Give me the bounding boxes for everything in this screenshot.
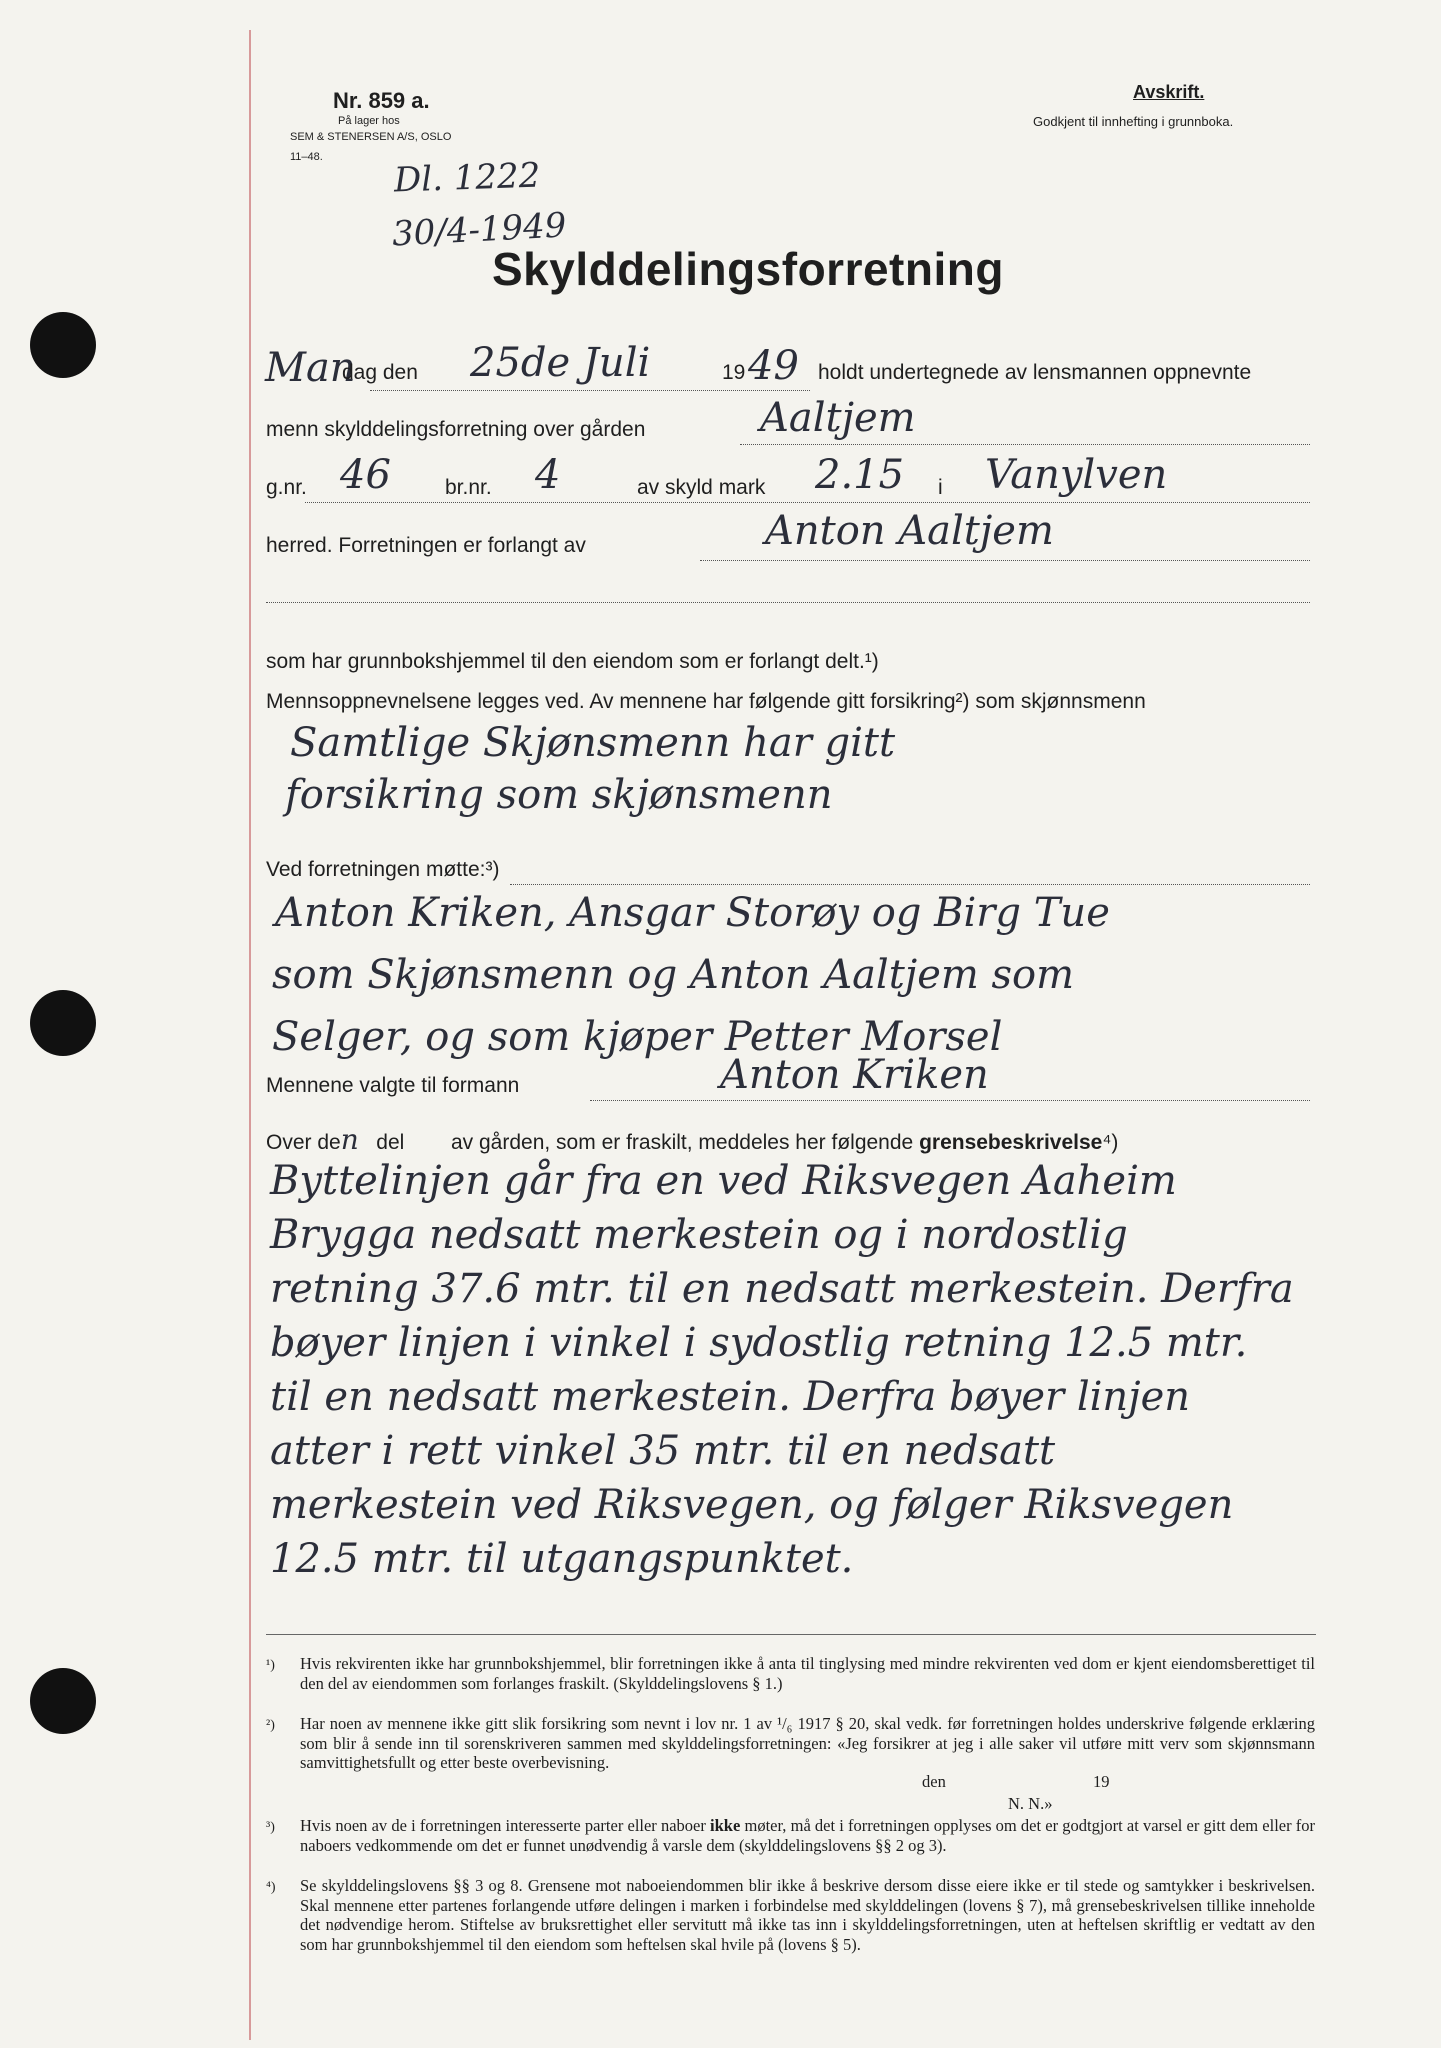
handwritten-boundary-line-7: merkestein ved Riksvegen, og følger Riksvegen (270, 1482, 1234, 1528)
handwritten-requester: Anton Aaltjem (765, 508, 1054, 554)
print-date: 11–48. (290, 151, 323, 163)
handwritten-farm: Aaltjem (760, 395, 916, 441)
handwritten-boundary-line-8: 12.5 mtr. til utgangspunktet. (270, 1536, 854, 1582)
label-i: i (938, 476, 943, 499)
label-holdt: holdt undertegnede av lensmannen oppnevnte (818, 361, 1252, 384)
label-dag-den: dag den (342, 361, 418, 384)
handwritten-assurance-line-2: forsikring som skjønsmenn (285, 772, 833, 818)
fill-line (700, 560, 1310, 561)
handwritten-skyld: 2.15 (815, 452, 905, 498)
label-over-den-del: Over den del av gården, som er fraskilt, meddeles her følgende grensebeskrivelse⁴) (266, 1123, 1119, 1156)
fill-line (305, 502, 1310, 503)
handwritten-date: 25de Juli (470, 340, 651, 386)
handwritten-chairman: Anton Kriken (720, 1052, 989, 1098)
handwritten-boundary-line-1: Byttelinjen går fra en ved Riksvegen Aaheim (270, 1158, 1177, 1204)
handwritten-boundary-line-2: Brygga nedsatt merkestein og i nordostlig (270, 1212, 1128, 1258)
label-menn: menn skylddelingsforretning over gården (266, 418, 646, 441)
label-year-prefix: 19 (722, 361, 746, 384)
fill-line (370, 390, 810, 391)
handwritten-registration-date: 30/4-1949 (391, 205, 568, 255)
label-gnr: g.nr. (266, 476, 307, 499)
form-number: Nr. 859 a. (333, 88, 430, 113)
handwritten-bnr: 4 (535, 452, 561, 498)
handwritten-present-line-2: som Skjønsmenn og Anton Aaltjem som (272, 952, 1075, 998)
label-skyld: av skyld mark (637, 476, 766, 499)
handwritten-present-line-1: Anton Kriken, Ansgar Storøy og Birg Tue (275, 890, 1110, 936)
handwritten-boundary-line-5: til en nedsatt merkestein. Derfra bøyer linjen (270, 1374, 1191, 1420)
handwritten-year: 49 (748, 343, 799, 389)
punch-hole-top (30, 312, 96, 378)
label-mennsoppnevnelse: Mennsoppnevnelsene legges ved. Av mennene har følgende gitt forsikring²) som skjønnsmenn (266, 690, 1146, 713)
fill-line-blank (266, 602, 1310, 603)
punch-hole-middle (30, 990, 96, 1056)
handwritten-municipality: Vanylven (985, 452, 1168, 498)
label-herred: herred. Forretningen er forlangt av (266, 534, 586, 557)
label-grunnbokshjemmel: som har grunnbokshjemmel til den eiendom som er forlangt delt.¹) (266, 650, 879, 673)
fill-line (510, 884, 1310, 885)
handwritten-boundary-line-3: retning 37.6 mtr. til en nedsatt merkestein. Derfra (270, 1266, 1294, 1312)
copy-label: Avskrift. (1133, 82, 1205, 102)
approval-note: Godkjent til innhefting i grunnboka. (1033, 114, 1234, 129)
label-ved-forretningen: Ved forretningen møtte:³) (266, 858, 500, 881)
handwritten-reference: Dl. 1222 (393, 155, 541, 201)
red-margin-line (249, 30, 251, 2040)
handwritten-weekday: Man (265, 345, 356, 391)
label-formann: Mennene valgte til formann (266, 1074, 520, 1097)
fill-line (740, 444, 1310, 445)
fill-line (590, 1100, 1310, 1101)
printer-name: SEM & STENERSEN A/S, OSLO (290, 131, 452, 143)
stock-note: På lager hos (338, 115, 400, 127)
handwritten-present-line-3: Selger, og som kjøper Petter Morsel (272, 1014, 1003, 1060)
handwritten-assurance-line-1: Samtlige Skjønsmenn har gitt (290, 720, 896, 766)
handwritten-boundary-line-6: atter i rett vinkel 35 mtr. til en nedsatt (270, 1428, 1056, 1474)
footnote-separator (266, 1634, 1316, 1635)
document-title: Skylddelingsforretning (492, 243, 1004, 295)
punch-hole-bottom (30, 1668, 96, 1734)
handwritten-boundary-line-4: bøyer linjen i vinkel i sydostlig retning 12.5 mtr. (270, 1320, 1248, 1366)
handwritten-gnr: 46 (340, 452, 391, 498)
label-bnr: br.nr. (445, 476, 492, 499)
